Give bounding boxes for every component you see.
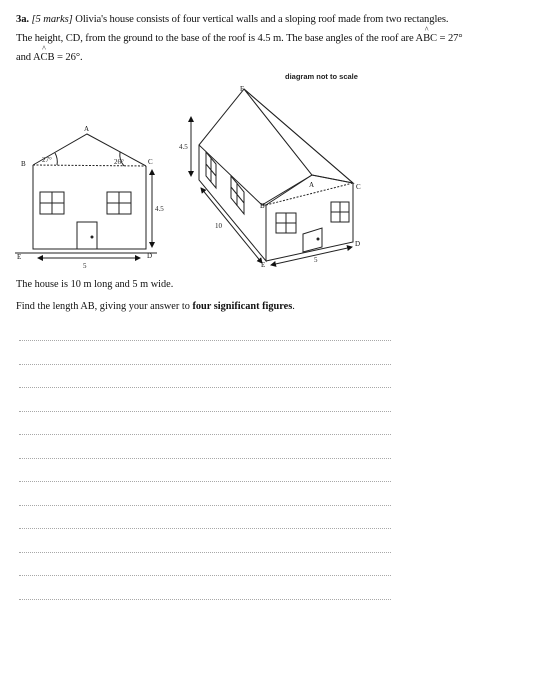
side-label-c: C: [356, 183, 361, 191]
front-roof-base: [33, 165, 146, 166]
side-label-b: B: [260, 202, 265, 210]
side-height-label: 4.5: [179, 143, 188, 151]
answer-line[interactable]: [19, 458, 391, 459]
question-sentence-2a: The height, CD, from the ground to the base of the roof is 4.5 m. The base angles of the roof are A: [16, 33, 424, 44]
door-knob: [91, 236, 93, 238]
angle-arc-b: [55, 153, 57, 165]
answer-line[interactable]: [19, 575, 391, 576]
diagram-scale-note: diagram not to scale: [285, 72, 358, 81]
front-label-d: D: [147, 252, 153, 260]
answer-line[interactable]: [19, 364, 391, 365]
side-label-a: A: [309, 181, 315, 189]
question-marks: [5 marks]: [31, 14, 73, 25]
front-width-label: 5: [83, 262, 87, 270]
house-size-statement: The house is 10 m long and 5 m wide.: [16, 279, 174, 290]
gable-door: [303, 228, 322, 252]
angle-vertex-b: ^ B: [423, 29, 430, 48]
answer-line[interactable]: [19, 340, 391, 341]
front-angle-b: 27°: [42, 156, 52, 164]
side-label-f: F: [240, 85, 244, 93]
answer-line[interactable]: [19, 599, 391, 600]
task-statement: [16, 301, 295, 312]
front-label-c: C: [148, 158, 153, 166]
question-sentence-2b: C = 27°: [430, 33, 463, 44]
side-width-label: 5: [314, 256, 318, 264]
question-sentence-3b: B = 26°.: [47, 52, 83, 63]
answer-line[interactable]: [19, 411, 391, 412]
answer-line[interactable]: [19, 481, 391, 482]
front-label-e: E: [17, 253, 22, 261]
house-diagram: [0, 0, 534, 290]
front-height-label: 4.5: [155, 205, 164, 213]
front-door: [77, 222, 97, 249]
question-number: 3a.: [16, 14, 29, 25]
front-elevation: [15, 134, 157, 258]
front-label-a: A: [84, 125, 90, 133]
task-emphasis: four significant figures: [192, 301, 293, 312]
task-end: .: [292, 301, 295, 312]
front-label-b: B: [21, 160, 26, 168]
angle-vertex-c: ^ C: [41, 48, 48, 67]
answer-line[interactable]: [19, 387, 391, 388]
answer-line[interactable]: [19, 434, 391, 435]
answer-line[interactable]: [19, 505, 391, 506]
question-sentence-3a: and A: [16, 52, 41, 63]
answer-line[interactable]: [19, 528, 391, 529]
front-wall-outline: [33, 165, 146, 249]
side-label-d: D: [355, 240, 361, 248]
front-angle-c: 26°: [114, 158, 124, 166]
question-sentence-1: Olivia's house consists of four vertical walls and a sloping roof made from two rectangles.: [75, 14, 449, 25]
perspective-view: [191, 89, 353, 265]
side-length-label: 10: [215, 222, 222, 230]
task-text: Find the length AB, giving your answer to: [16, 301, 193, 312]
side-label-e: E: [261, 261, 266, 269]
answer-line[interactable]: [19, 552, 391, 553]
